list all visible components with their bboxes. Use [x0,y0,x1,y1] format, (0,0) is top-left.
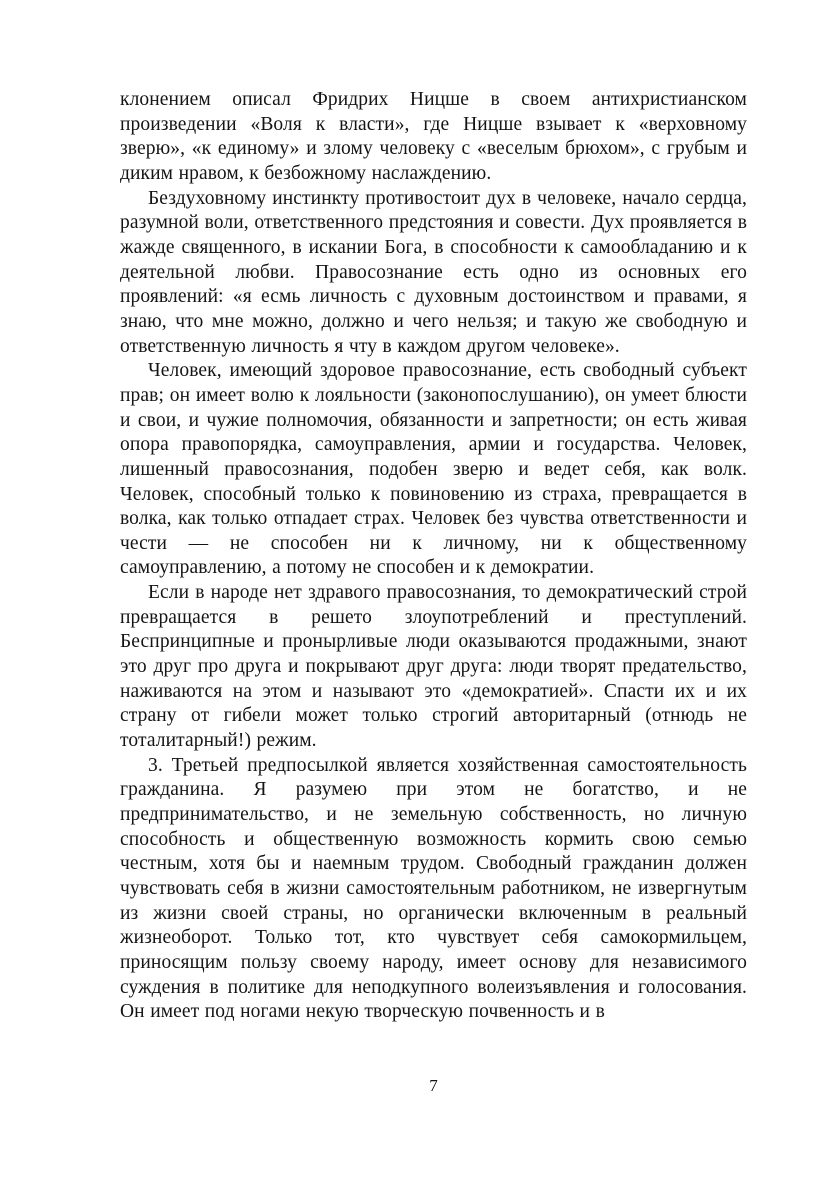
paragraph: Человек, имеющий здоровое правосознание, есть свободный субъект прав; он имеет волю к лояльности (законопослушанию), он умеет блюсти и свои, и чужие полномочия, обязанности и запретности; он есть живая опора правопорядка, самоуправления, армии и государства. Человек, лишенный правосознания, подобен зверю и ведет себя, как волк. Человек, способный только к повиновению из страха, превращается в волка, как только отпадает страх. Человек без чувства ответственности и чести — не способен ни к личному, ни к общественному самоуправлению, а потому не способен и к демократии. [120,360,747,579]
paragraph: Бездуховному инстинкту противостоит дух в человеке, начало сердца, разумной воли, ответственного предстояния и совести. Дух проявляется в жажде священного, в искании Бога, в способности к самообладанию и к деятельной любви. Правосознание есть одно из основных его проявлений: «я есмь личность с духовным достоинством и правами, я знаю, что мне можно, должно и чего нельзя; и такую же свободную и ответственную личность я чту в каждом другом человеке». [120,187,747,357]
paragraph: Если в народе нет здравого правосознания, то демократический строй превращается в решето злоупотреблений и преступлений. Беспринципные и пронырливые люди оказываются продажными, знают это друг про друга и покрывают друг друга: люди творят предательство, наживаются на этом и называют это «демократией». Спасти их и их страну от гибели может только строгий авторитарный (отнюдь не тоталитарный!) режим. [120,582,747,752]
paragraph: клонением описал Фридрих Ницше в своем антихристианском произведении «Воля к власти», где Ницше взывает к «верховному зверю», «к единому» и злому человеку с «веселым брюхом», с грубым и диким нравом, к безбожному наслаждению. [120,89,747,184]
text-block [120,88,747,1025]
page-number: 7 [429,1076,438,1095]
paragraph: 3. Третьей предпосылкой является хозяйственная самостоятельность гражданина. Я разумею при этом не богатство, и не предпринимательство, и не земельную собственность, но личную способность и общественную возможность кормить свою семью честным, хотя бы и наемным трудом. Свободный гражданин должен чувствовать себя в жизни самостоятельным работником, не извергнутым из жизни своей страны, но органически включенным в реальный жизнеоборот. Только тот, кто чувствует себя самокормильцем, приносящим пользу своему народу, имеет основу для независимого суждения в политике для неподкупного волеизъявления и голосования. Он имеет под ногами некую творческую почвенность и в [120,754,747,1023]
